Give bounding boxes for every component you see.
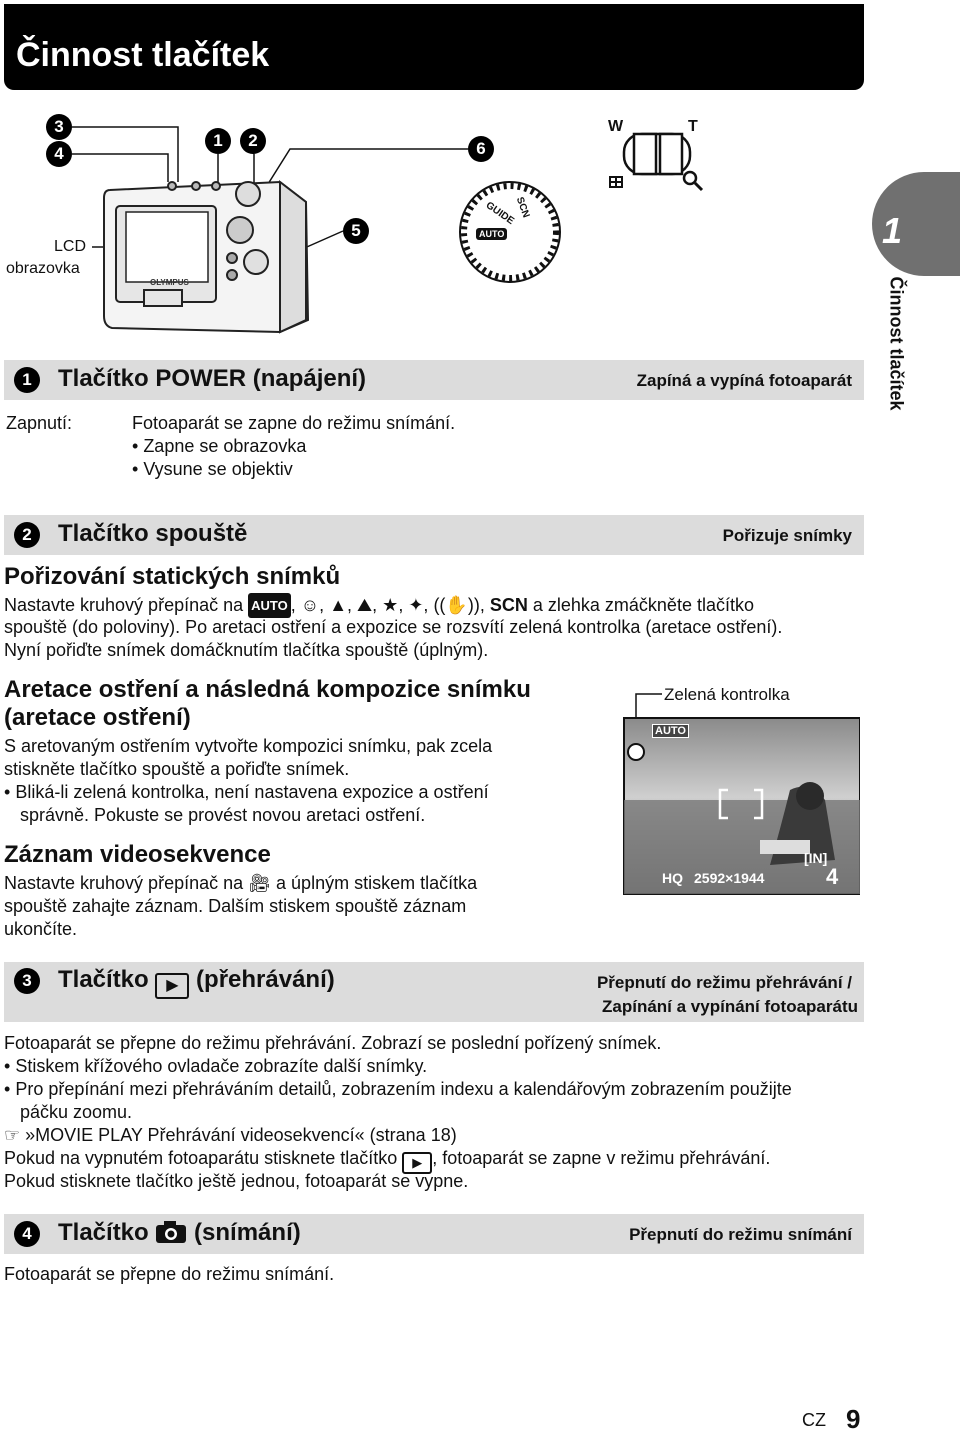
camera-illustration [0,110,860,350]
section-title: Tlačítko POWER (napájení) [58,365,367,392]
chapter-side-text: Činnost tlačítek [886,276,907,411]
section-title [58,966,335,999]
auto-mode-icon: AUTO [248,593,291,618]
playback-text-1: Fotoaparát se přepne do režimu přehrávání. Zobrazí se poslední pořízený snímek. [4,1033,662,1053]
dial-scn-label: SCN [513,195,532,220]
lcd-label-line2: obrazovka [6,260,80,277]
page-number: 9 [846,1404,861,1434]
photo-mode-badge: AUTO [652,724,689,738]
scn-mode-text: SCN [489,595,528,615]
callout-6: 6 [468,136,494,162]
callout-5: 5 [343,218,369,244]
shooting-text-1: Fotoaparát se přepne do režimu snímání. [4,1264,335,1284]
section-number: 4 [14,1221,40,1247]
list-item: • Bliká-li zelená kontrolka, není nastavena expozice a ostření [4,782,489,802]
camera-brand: OLYMPUS [150,278,189,287]
text: Pokud na vypnutém fotoaparátu stisknete tlačítko [4,1148,398,1168]
section-summary: Zapíná a vypíná fotoaparát [636,371,852,390]
landscape-portrait-icon: ⛰ [357,595,373,615]
camera-icon [155,1220,187,1251]
callout-4: 4 [46,141,72,167]
section-title: Tlačítko spouště [58,520,248,547]
movie-text-1 [4,872,477,895]
camera-figure [0,110,860,350]
chapter-number: 1 [882,210,903,251]
portrait-icon: ☺ [300,595,320,615]
text: a úplným stiskem tlačítka [276,873,478,893]
callout-1: 1 [205,128,231,154]
still-paragraph-line3: Nyní pořiďte snímek domáčknutím tlačítka spouště (úplným). [4,640,489,660]
section-summary: Pořizuje snímky [722,526,852,545]
green-lamp-label: Zelená kontrolka [664,685,790,704]
focus-lock-text-1: S aretovaným ostřením vytvořte kompozici snímku, pak zcela [4,736,493,756]
bullet-text: Bliká-li zelená kontrolka, není nastavena expozice a ostření [15,782,489,802]
text: , fotoaparát se zapne v režimu přehrávání. [432,1148,771,1168]
photo-size: 2592×1944 [694,870,765,886]
section-number: 2 [14,522,40,548]
subheading-focus-lock: Aretace ostření a následná kompozice snímku [4,676,531,703]
section-summary-line1: Přepnutí do režimu přehrávání / [596,973,852,992]
focus-lock-text-2: stiskněte tlačítko spouště a pořiďte snímek. [4,759,350,779]
subheading-focus-lock-2: (aretace ostření) [4,704,191,731]
section-title [58,1219,301,1251]
power-on-text: Fotoaparát se zapne do režimu snímání. [132,413,456,433]
movie-text-2: spouště zahajte záznam. Dalším stiskem spouště záznam [4,896,467,916]
page-title-bar [4,4,864,90]
section-shutter-header [4,515,864,555]
bullet-text: Zapne se obrazovka [143,436,307,456]
movie-mode-icon: 🎥︎ [248,873,272,893]
list-item: • Stiskem křížového ovladače zobrazíte další snímky. [4,1056,428,1076]
subheading-movie: Záznam videosekvence [4,841,271,868]
dial-guide-label: GUIDE [483,199,516,228]
list-item: • Vysune se objektiv [132,459,293,479]
reference-hand-icon: ☞ [4,1125,21,1145]
list-item: • Pro přepínání mezi přehráváním detailů, zobrazením indexu a kalendářovým zobrazením použijte [4,1079,792,1099]
playback-text-6: Pokud stisknete tlačítko ještě jednou, fotoaparát se vypne. [4,1171,469,1191]
dial-auto-label: AUTO [476,228,507,240]
photo-quality: HQ [662,870,683,886]
playback-icon: ▶ [155,973,189,999]
text: Nastavte kruhový přepínač na [4,595,244,615]
bullet-text-continued: správně. Pokuste se provést novou aretaci ostření. [20,805,426,825]
sport-icon: ✦ [408,595,424,615]
page-reference [4,1124,457,1147]
photo-remaining-count: 4 [826,864,839,889]
footer-language: CZ [802,1410,826,1430]
text: (přehrávání) [196,966,335,993]
anti-shake-icon: ((✋)) [433,595,480,615]
chapter-side-label [880,276,920,436]
night-scene-icon: ★ [382,595,399,615]
playback-icon: ▶ [402,1152,432,1174]
section-playback-header [4,962,864,1022]
page-title: Činnost tlačítek [16,36,270,74]
section-summary-line2: Zapínání a vypínání fotoaparátu [602,997,858,1016]
movie-text-3: ukončíte. [4,919,78,939]
text: Tlačítko [58,1219,149,1246]
callout-3: 3 [46,114,72,140]
bullet-text-continued: páčku zoomu. [20,1102,133,1122]
power-on-label: Zapnutí: [6,413,73,433]
list-item: • Zapne se obrazovka [132,436,307,456]
zoom-tele-label: T [688,118,698,135]
section-power-header [4,360,864,400]
callout-2: 2 [240,128,266,154]
reference-text: »MOVIE PLAY Přehrávání videosekvencí« (strana 18) [25,1125,457,1145]
text: Tlačítko [58,966,149,993]
section-summary: Přepnutí do režimu snímání [629,1225,852,1244]
subheading-still: Pořizování statických snímků [4,563,341,590]
bullet-text: Stiskem křížového ovladače zobrazíte další snímky. [15,1056,428,1076]
chapter-tab [872,172,960,276]
photo-memory-indicator: [IN] [804,850,828,866]
section-shooting-header [4,1214,864,1254]
text: Nastavte kruhový přepínač na [4,873,244,893]
text: a zlehka zmáčkněte tlačítko [532,595,754,615]
bullet-text: Pro přepínání mezi přehráváním detailů, zobrazením indexu a kalendářovým zobrazením použijte [15,1079,792,1099]
landscape-icon: ▲ [329,595,348,615]
section-number: 1 [14,367,40,393]
section-number: 3 [14,968,40,994]
text: (snímání) [194,1219,301,1246]
still-paragraph-line1: Nastavte kruhový přepínač na AUTO , ☺, ▲, ⛰, ★, ✦, ((✋)), SCN a zlehka zmáčkněte tlačítko [4,593,754,618]
lcd-label-line1: LCD [54,238,87,255]
zoom-wide-label: W [608,118,624,135]
still-paragraph-line2: spouště (do poloviny). Po aretaci ostření a expozice se rozsvítí zelená kontrolka (aretace ostření). [4,617,783,637]
bullet-text: Vysune se objektiv [143,459,293,479]
